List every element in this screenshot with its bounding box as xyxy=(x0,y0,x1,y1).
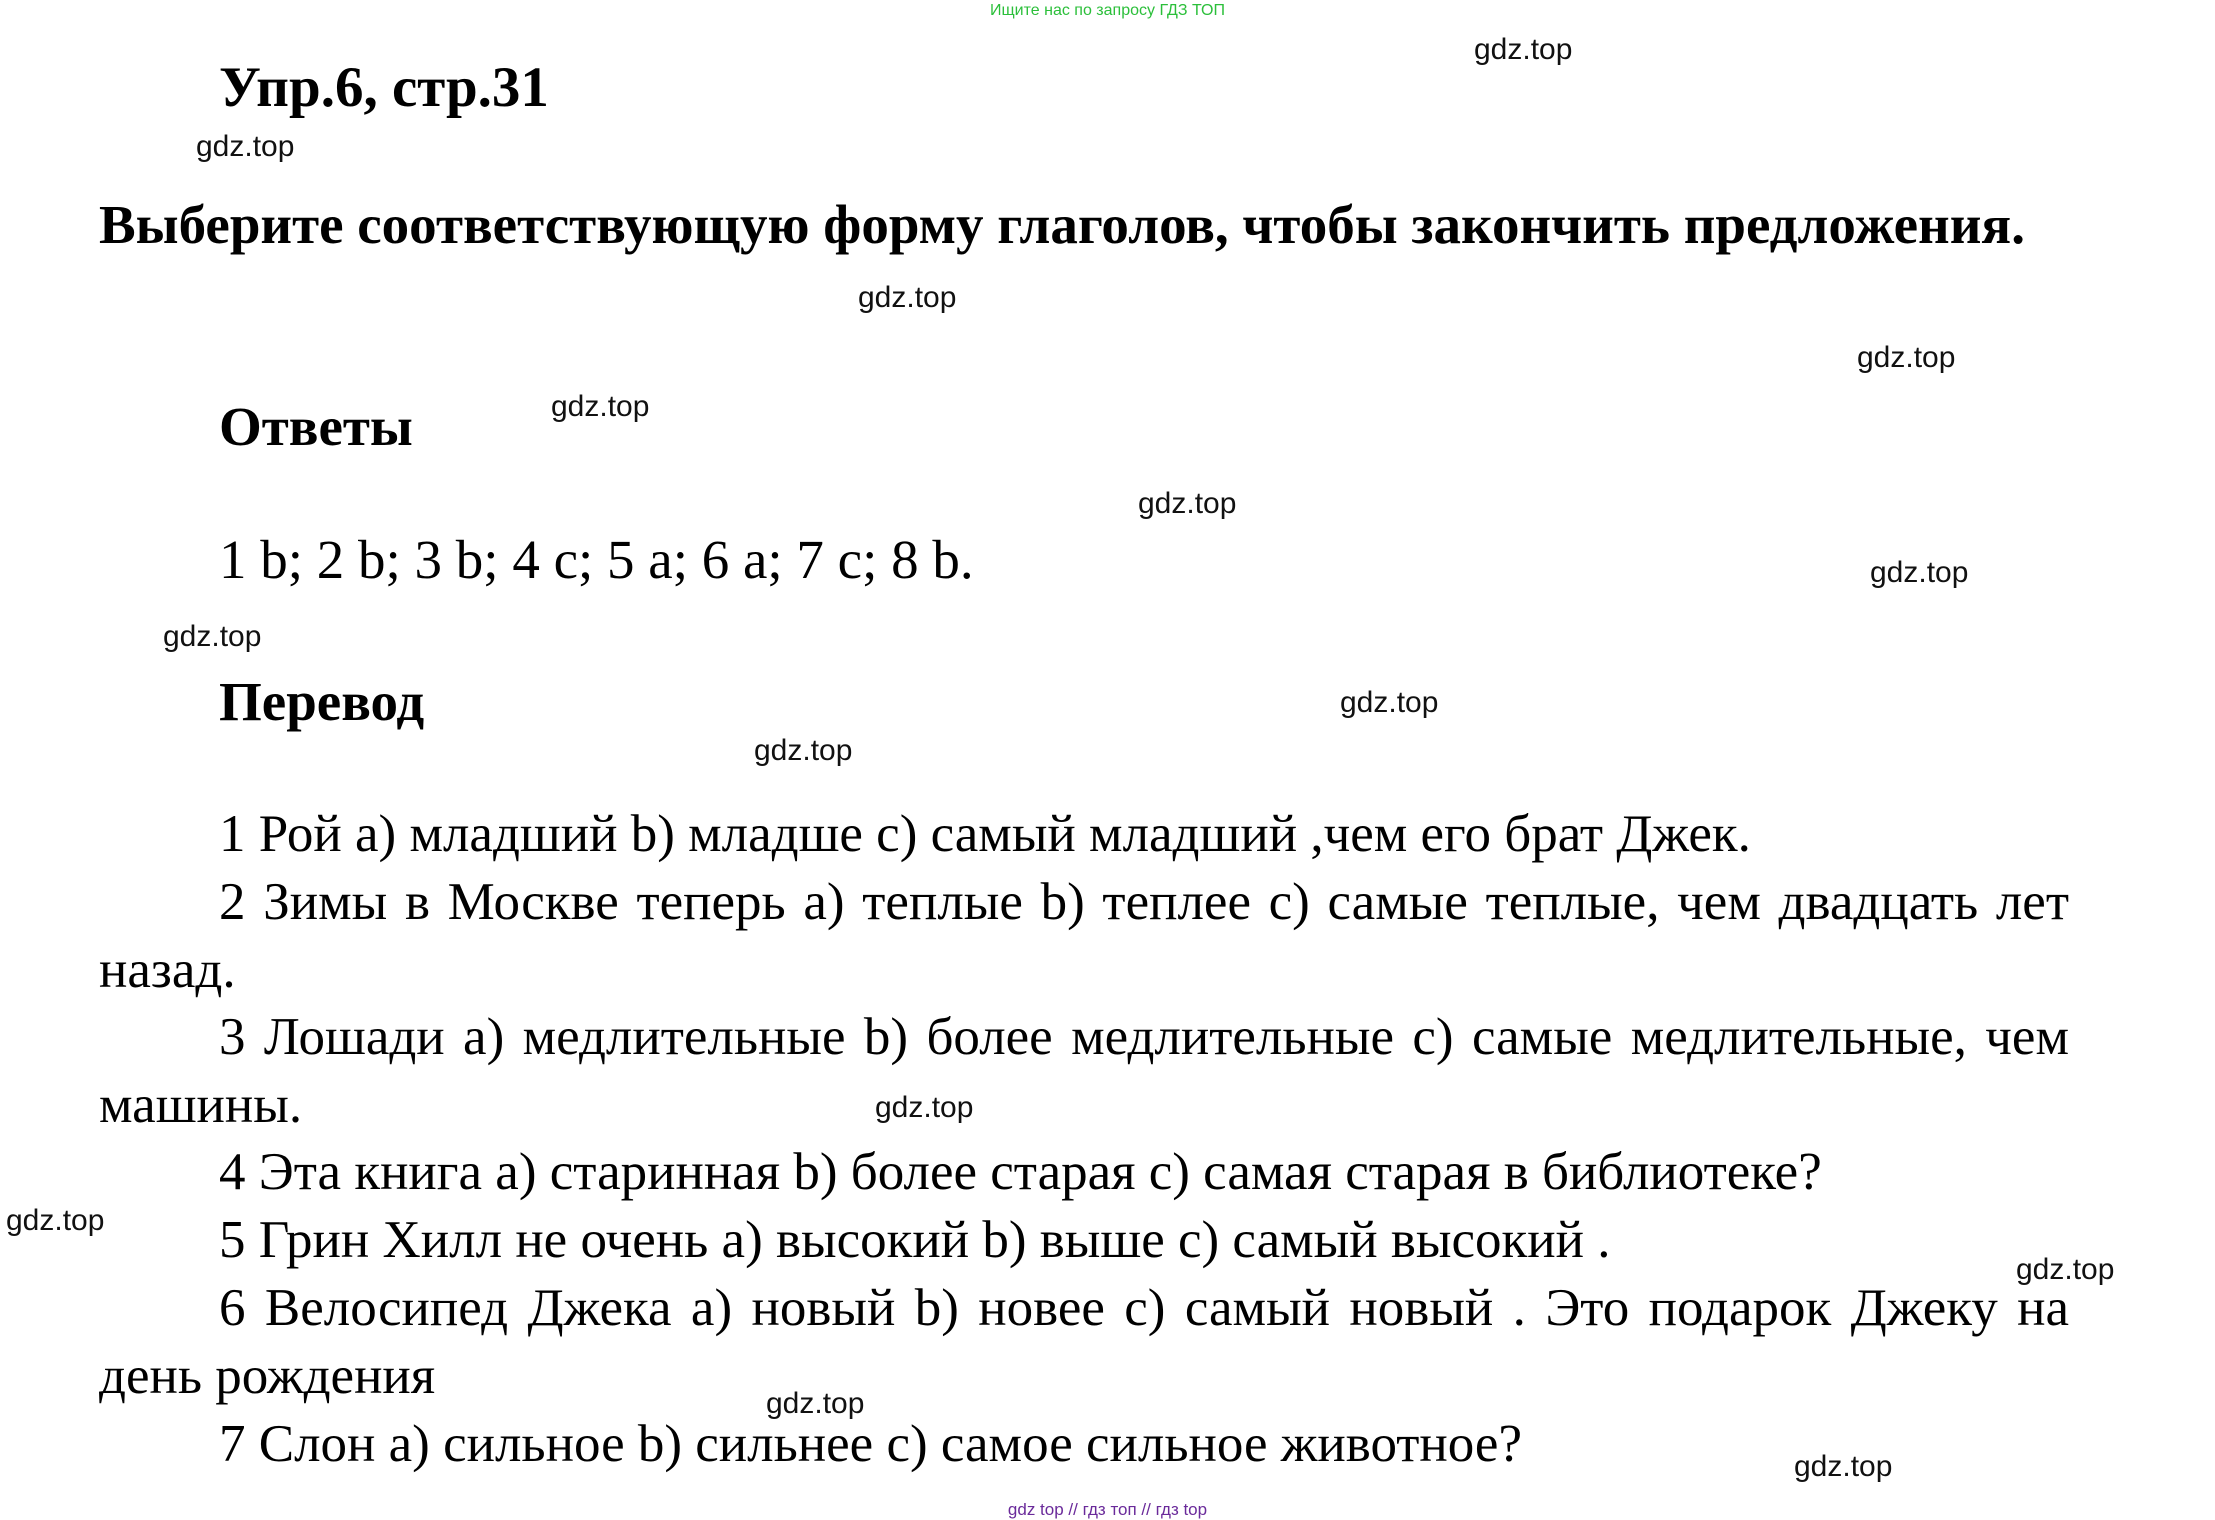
footer-watermark: gdz top // гдз топ // гдз top xyxy=(1007,1500,1208,1519)
watermark: gdz.top xyxy=(875,1091,974,1124)
watermark: gdz.top xyxy=(551,390,650,423)
watermark: gdz.top xyxy=(1474,33,1573,66)
watermark: gdz.top xyxy=(1870,556,1969,589)
answers-heading: Ответы xyxy=(219,396,413,457)
watermark: gdz.top xyxy=(163,620,262,653)
task-instruction: Выберите соответствующую форму глаголов, чтобы закончить предложения. xyxy=(99,194,2025,255)
translation-item-3: 3 Лошади a) медлительные b) более медлительные c) самые медлительные, чем машины. xyxy=(99,1008,2069,1134)
watermark: gdz.top xyxy=(766,1387,865,1420)
watermark: gdz.top xyxy=(754,734,853,767)
answers-text: 1 b; 2 b; 3 b; 4 c; 5 a; 6 a; 7 c; 8 b. xyxy=(219,529,974,590)
translation-heading: Перевод xyxy=(219,671,425,732)
translation-item-1: 1 Рой a) младший b) младше c) самый младший ,чем его брат Джек. xyxy=(219,805,1751,863)
watermark: gdz.top xyxy=(2016,1253,2115,1286)
watermark: gdz.top xyxy=(1857,341,1956,374)
translation-item-7: 7 Слон a) сильное b) сильнее c) самое сильное животное? xyxy=(219,1415,1522,1473)
top-search-hint: Ищите нас по запросу ГДЗ ТОП xyxy=(990,2,1225,19)
watermark: gdz.top xyxy=(858,281,957,314)
translation-item-6: 6 Велосипед Джека a) новый b) новее c) самый новый . Это подарок Джеку на день рождения xyxy=(99,1279,2069,1405)
watermark: gdz.top xyxy=(1794,1450,1893,1483)
watermark: gdz.top xyxy=(1340,686,1439,719)
watermark: gdz.top xyxy=(196,130,295,163)
translation-item-2: 2 Зимы в Москве теперь a) теплые b) теплее c) самые теплые, чем двадцать лет назад. xyxy=(99,873,2069,999)
translation-item-5: 5 Грин Хилл не очень a) высокий b) выше c) самый высокий . xyxy=(219,1211,1611,1269)
exercise-title: Упр.6, стр.31 xyxy=(219,56,549,119)
watermark: gdz.top xyxy=(1138,487,1237,520)
watermark: gdz.top xyxy=(6,1204,105,1237)
translation-item-4: 4 Эта книга a) старинная b) более старая c) самая старая в библиотеке? xyxy=(219,1143,1822,1201)
